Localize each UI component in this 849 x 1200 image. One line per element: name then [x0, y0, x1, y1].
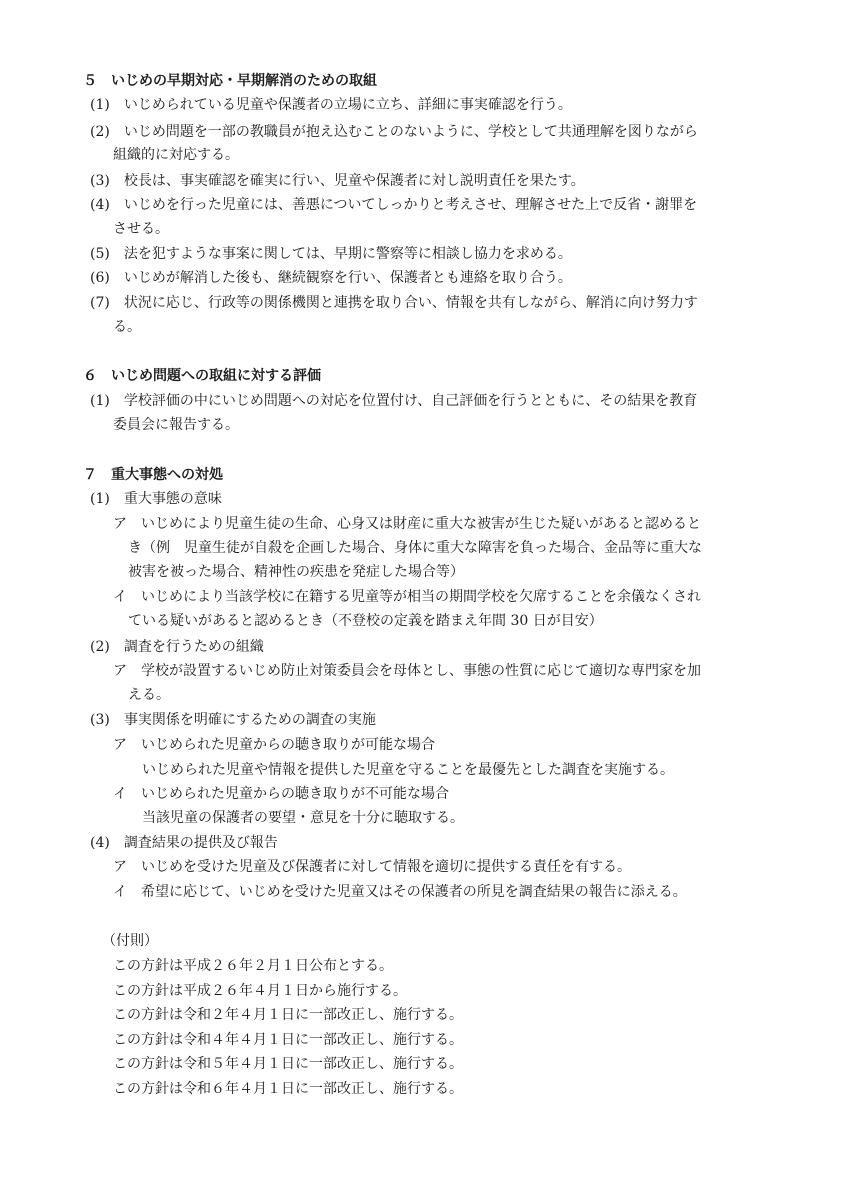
sec7-s4-a: ア いじめを受けた児童及び保護者に対して情報を適切に提供する責任を有する。 — [113, 859, 631, 875]
sec7-s2-a-line-2: える。 — [128, 687, 170, 703]
appendix-title: （付則） — [102, 933, 158, 949]
sec7-s2-title: (2) 調査を行うための組織 — [90, 639, 264, 655]
appendix-line-1: この方針は平成２６年２月１日公布とする。 — [113, 958, 393, 974]
sec5-item-7-cont: る。 — [113, 319, 141, 335]
sec7-s3-a-body: いじめられた児童や情報を提供した児童を守ることを最優先とした調査を実施する。 — [142, 762, 674, 778]
sec7-s1-title: (1) 重大事態の意味 — [90, 491, 222, 507]
sec7-s4-b: イ 希望に応じて、いじめを受けた児童又はその保護者の所見を調査結果の報告に添える。 — [113, 884, 687, 900]
sec7-s3-title: (3) 事実関係を明確にするための調査の実施 — [90, 712, 376, 728]
sec7-s1-a-line-1: ア いじめにより児童生徒の生命、心身又は財産に重大な被害が生じた疑いがあると認めると — [113, 516, 701, 532]
appendix-line-6: この方針は令和６年４月１日に一部改正し、施行する。 — [113, 1081, 463, 1097]
sec5-item-2-cont: 組織的に対応する。 — [113, 147, 239, 163]
section-7-heading: ７ 重大事態への対処 — [83, 467, 223, 483]
sec5-item-5: (5) 法を犯すような事案に関しては、早期に警察等に相談し協力を求める。 — [90, 246, 572, 262]
sec6-item-1-cont: 委員会に報告する。 — [113, 417, 239, 433]
section-5-heading: ５ いじめの早期対応・早期解消のための取組 — [83, 73, 377, 89]
sec5-item-1: (1) いじめられている児童や保護者の立場に立ち、詳細に事実確認を行う。 — [90, 97, 572, 113]
sec6-item-1: (1) 学校評価の中にいじめ問題への対応を位置付け、自己評価を行うとともに、その結果を教育 — [90, 393, 698, 409]
appendix-line-4: この方針は令和４年４月１日に一部改正し、施行する。 — [113, 1032, 463, 1048]
appendix-line-2: この方針は平成２６年４月１日から施行する。 — [113, 983, 407, 999]
appendix-line-3: この方針は令和２年４月１日に一部改正し、施行する。 — [113, 1007, 463, 1023]
sec7-s3-b-title: イ いじめられた児童からの聴き取りが不可能な場合 — [113, 786, 449, 802]
section-6-heading: ６ いじめ問題への取組に対する評価 — [83, 368, 321, 384]
sec5-item-2: (2) いじめ問題を一部の教職員が抱え込むことのないように、学校として共通理解を図りながら — [90, 124, 698, 140]
sec5-item-4: (4) いじめを行った児童には、善悪についてしっかりと考えさせ、理解させた上で反省・謝罪を — [90, 197, 698, 213]
sec7-s4-title: (4) 調査結果の提供及び報告 — [90, 835, 278, 851]
sec7-s3-b-body: 当該児童の保護者の要望・意見を十分に聴取する。 — [142, 810, 464, 826]
sec5-item-3: (3) 校長は、事実確認を確実に行い、児童や保護者に対し説明責任を果たす。 — [90, 173, 585, 189]
sec7-s3-a-title: ア いじめられた児童からの聴き取りが可能な場合 — [113, 737, 435, 753]
sec7-s1-b-line-2: ている疑いがあると認めるとき（不登校の定義を踏まえ年間 30 日が目安） — [128, 613, 603, 629]
sec7-s1-a-line-2: き（例 児童生徒が自殺を企画した場合、身体に重大な障害を負った場合、金品等に重大な — [128, 540, 702, 556]
appendix-line-5: この方針は令和５年４月１日に一部改正し、施行する。 — [113, 1056, 463, 1072]
sec7-s1-b-line-1: イ いじめにより当該学校に在籍する児童等が相当の期間学校を欠席することを余儀なくされ — [113, 589, 701, 605]
sec7-s2-a-line-1: ア 学校が設置するいじめ防止対策委員会を母体とし、事態の性質に応じて適切な専門家を加 — [113, 663, 701, 679]
sec7-s1-a-line-3: 被害を被った場合、精神性の疾患を発症した場合等） — [128, 564, 464, 580]
sec5-item-7: (7) 状況に応じ、行政等の関係機関と連携を取り合い、情報を共有しながら、解消に向け努力す — [90, 295, 698, 311]
sec5-item-4-cont: させる。 — [113, 221, 169, 237]
sec5-item-6: (6) いじめが解消した後も、継続観察を行い、保護者とも連絡を取り合う。 — [90, 270, 572, 286]
